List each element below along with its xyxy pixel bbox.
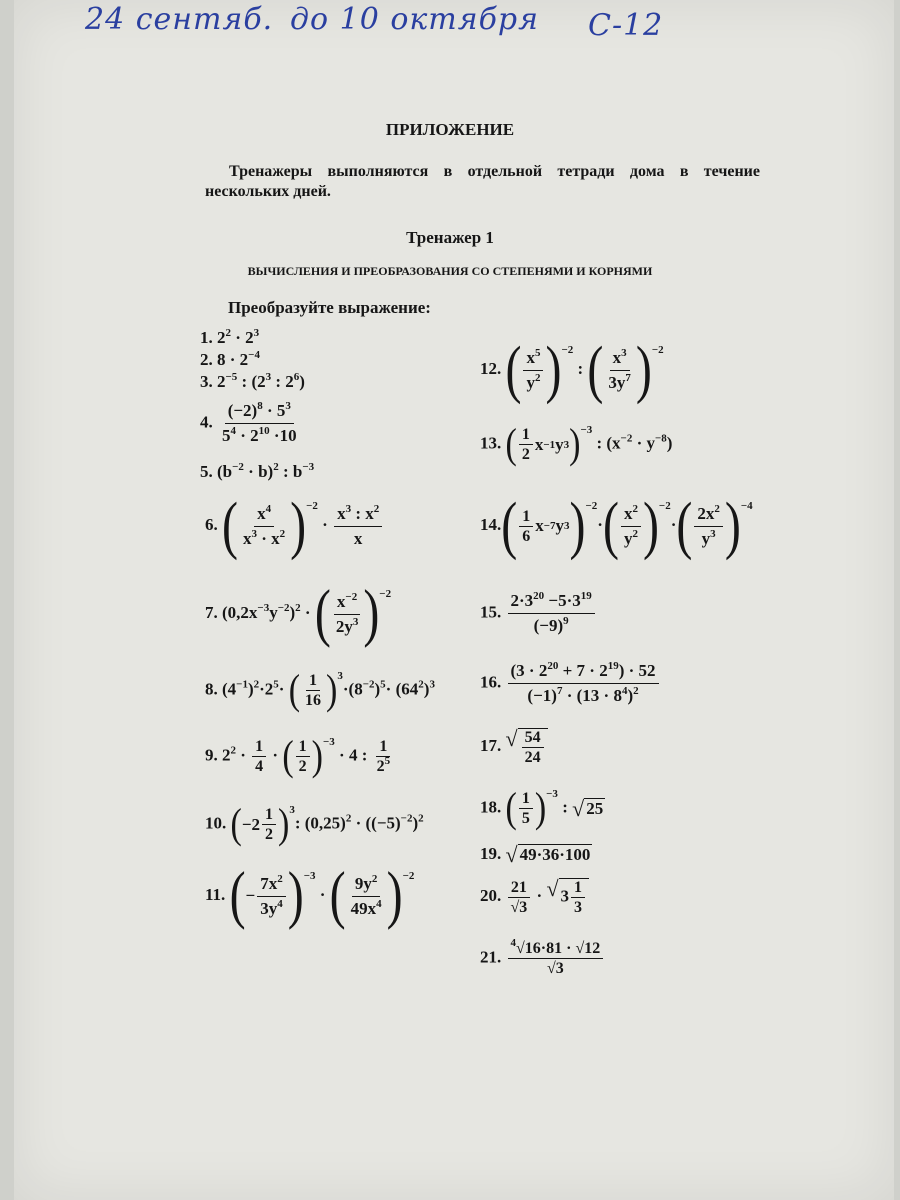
- trainer-subtitle: ВЫЧИСЛЕНИЯ И ПРЕОБРАЗОВАНИЯ СО СТЕПЕНЯМИ И КОРНЯМИ: [247, 264, 653, 278]
- handwritten-code: С-12: [588, 8, 664, 43]
- page-title: ПРИЛОЖЕНИЕ: [385, 120, 515, 139]
- problem-18: 18. ( $\frac{1}{5}$ ) −3 : √ 25: [480, 784, 604, 831]
- problem-21: 21. $\frac{^4√16\cdot 81 \cdot √12}{√3}$: [480, 940, 605, 977]
- problem-6: 6. ( $\frac{x^4}{x^3 \cdot x^2}$ ) −2 · $\frac{x^3 : x^2}{x}$: [205, 502, 384, 550]
- problem-1: 1. $2^2 \cdot 2^3$: [200, 327, 260, 347]
- problem-19: 19. √ 49·36·100: [480, 842, 591, 868]
- problem-13: 13. ( $\frac{1}{2}$ x −1 y 3 ) −3 : $(x^{-2} \cdot y^{-8})$: [480, 420, 673, 467]
- handwritten-date-end: до 10 октября: [290, 2, 539, 37]
- problem-9: 9. $2^2$ · $\frac{1}{4}$ · ( $\frac{1}{2}$ ) −3 · 4 : $\frac{1}{2^5}$: [205, 732, 391, 779]
- problem-11: 11. ( − $\frac{7x^2}{3y^4}$ ) −3 · ( $\frac{9y^2}{49x^4}$ ) −2: [205, 859, 415, 932]
- intro-text: Тренажеры выполняются в отдельной тетради дома в течение нескольких дней.: [205, 163, 760, 200]
- problem-3: 3. $2^{-5}$ : ($2^3$ : $2^6$): [200, 371, 305, 391]
- problem-14: 14. ( $\frac{1}{6}$ x −7 y 3 ) −2 · ( $\frac{x^2}{y^2}$ ) −2 · ( $\frac{2x^2}{y^3}$ ) −4: [480, 489, 753, 562]
- problem-7: 7. $(0,2x^{-3}y^{-2})^2$ · ( $\frac{x^{-2}}{2y^3}$ ) −2: [205, 577, 392, 650]
- problem-16: 16. $\frac{(3 \cdot 2^{20} + 7 \cdot 2^{19}) \cdot 52}{(-1)^7 \cdot (13 \cdot 8^4)^2}$: [480, 660, 661, 707]
- problem-4: 4. $\frac{(-2)^8 \cdot 5^3}{5^4 \cdot 2^{10} \cdot 10}$: [200, 400, 297, 445]
- trainer-title: Тренажер 1: [406, 228, 494, 247]
- problem-15: 15. $\frac{2\cdot 3^{20} -5\cdot 3^{19}}{(-9)^9}$: [480, 590, 597, 637]
- handwritten-date-start: 24 сентяб.: [85, 2, 274, 37]
- problem-2: 2. $8 \cdot 2^{-4}$: [200, 349, 260, 369]
- problem-17: 17. √ $\frac{54}{24}$: [480, 728, 548, 766]
- problem-12: 12. ( $\frac{x^5}{y^2}$ ) −2 : ( $\frac{x^3}{3y^7}$ ) −2: [480, 333, 664, 406]
- problem-10: 10. ( −2 $\frac{1}{2}$ ) 3 : $(0,25)^2 \cdot ((-5)^{-2})^2$: [205, 800, 424, 847]
- problem-20: 20. $\frac{21}{√3}$ · √ 3 $\frac{1}{3}$: [480, 878, 589, 916]
- task-instruction: Преобразуйте выражение:: [228, 298, 431, 317]
- problem-8: 8. $(4^{-1})^2\cdot 2^5\cdot$ ( $\frac{1}{16}$ ) 3 $\cdot(8^{-2})^5\cdot (64^2)^3$: [205, 666, 435, 713]
- problem-5: 5. $(b^{-2} \cdot b)^2$ : $b^{-3}$: [200, 461, 315, 481]
